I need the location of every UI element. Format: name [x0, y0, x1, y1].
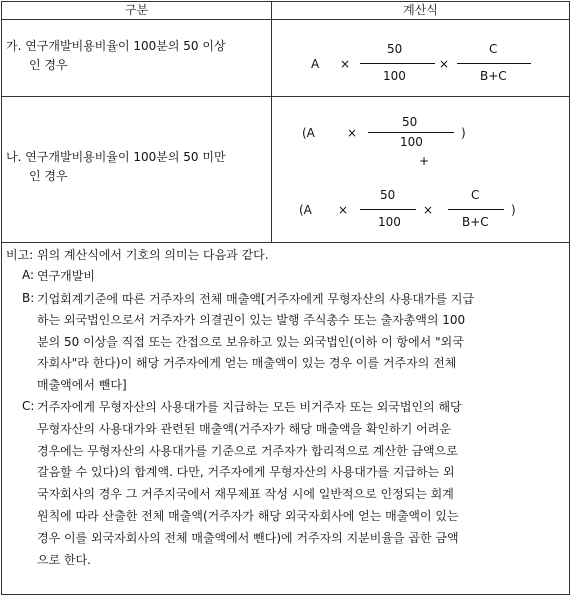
open-paren-a: (A [302, 126, 315, 140]
note-label: B: [22, 290, 35, 305]
fraction-bar [368, 132, 454, 133]
times-sign: × [338, 203, 349, 217]
fraction-bar [360, 63, 435, 64]
times-sign: × [340, 57, 351, 71]
fraction-bar [448, 209, 504, 210]
note-line: 기업회계기준에 따른 거주자의 전체 매출액[거주자에게 무형자산의 사용대가를 지급 [37, 291, 475, 306]
numerator-50: 50 [402, 115, 418, 129]
note-c [6, 397, 566, 571]
note-line: 자회사"라 한다)이 해당 거주자에게 얻는 매출액이 있는 경우 이를 거주자의 전체 [37, 356, 457, 370]
note-line: 갈음할 수 있다)의 합계액. 다만, 거주자에게 무형자산의 사용대가를 지급하는 외 [37, 465, 455, 480]
notes-section [6, 246, 566, 571]
note-label: A: [22, 268, 35, 282]
header-formula: 계산식 [403, 3, 438, 17]
note-line: 분의 50 이상을 직접 또는 간접으로 보유하고 있는 외국법인(이하 이 항에서 "외국 [37, 334, 464, 349]
numerator-c: C [471, 188, 480, 202]
formula-table [1, 1, 570, 595]
fraction-bar [360, 209, 416, 210]
note-line: 거주자에게 무형자산의 사용대가를 지급하는 모든 비거주자 또는 외국법인의 해당 [37, 400, 462, 414]
row-divider [2, 242, 569, 243]
note-c-text [37, 397, 566, 571]
numerator-50: 50 [387, 42, 403, 56]
close-paren: ) [511, 203, 516, 217]
denominator-b-plus-c: B+C [462, 215, 489, 229]
times-sign: × [347, 126, 358, 140]
header-category: 구분 [124, 3, 149, 17]
note-line: 하는 외국법인으로서 거주자가 의결권이 있는 발행 주식총수 또는 출자총액의 100 [37, 313, 466, 327]
note-b-text [37, 289, 566, 397]
denominator-100: 100 [383, 69, 406, 83]
numerator-50: 50 [380, 188, 396, 202]
note-line: 매출액에서 뺀다] [37, 377, 127, 392]
note-line: 으로 한다. [37, 552, 91, 567]
case-label: 가. 연구개발비용비율이 100분의 50 이상 [6, 39, 226, 53]
close-paren: ) [461, 126, 466, 140]
row-divider [2, 96, 569, 97]
note-a-text [37, 266, 566, 288]
column-divider [271, 2, 272, 242]
times-sign: × [439, 57, 450, 71]
denominator-100: 100 [378, 215, 401, 229]
numerator-c: C [489, 42, 498, 56]
denominator-b-plus-c: B+C [480, 69, 507, 83]
note-label: C: [22, 399, 35, 413]
header-divider [2, 19, 569, 20]
case-label: 나. 연구개발비용비율이 100분의 50 미만 [6, 150, 226, 164]
case-na [6, 148, 226, 186]
case-label-cont: 인 경우 [29, 169, 68, 183]
note-line: 국자회사의 경우 그 거주지국에서 재무제표 작성 시에 일반적으로 인정되는 회계 [37, 487, 454, 502]
note-line: 경우 이를 외국자회사의 전체 매출액에서 뺀다)에 거주자의 지분비율을 곱한 금액 [37, 530, 459, 545]
times-sign: × [423, 203, 434, 217]
notes-intro: 비고: 위의 계산식에서 기호의 의미는 다음과 같다. [6, 248, 269, 262]
denominator-100: 100 [400, 135, 423, 149]
note-line: 경우에는 무형자산의 사용대가를 기준으로 거주자가 합리적으로 계산한 금액으로 [37, 443, 458, 458]
note-line: 연구개발비 [37, 269, 95, 283]
note-line: 무형자산의 사용대가와 관련된 매출액(거주자가 해당 매출액을 확인하기 어려운 [37, 421, 451, 436]
note-a [6, 266, 566, 288]
open-paren-a: (A [299, 203, 312, 217]
case-ga [6, 37, 226, 75]
note-b [6, 289, 566, 397]
note-line: 원칙에 따라 산출한 전체 매출액(거주자가 해당 외국자회사에 얻는 매출액이 있는 [37, 508, 459, 523]
case-label-cont: 인 경우 [29, 58, 68, 72]
symbol-a: A [311, 57, 320, 71]
fraction-bar [457, 63, 531, 64]
plus-sign: + [419, 154, 430, 168]
